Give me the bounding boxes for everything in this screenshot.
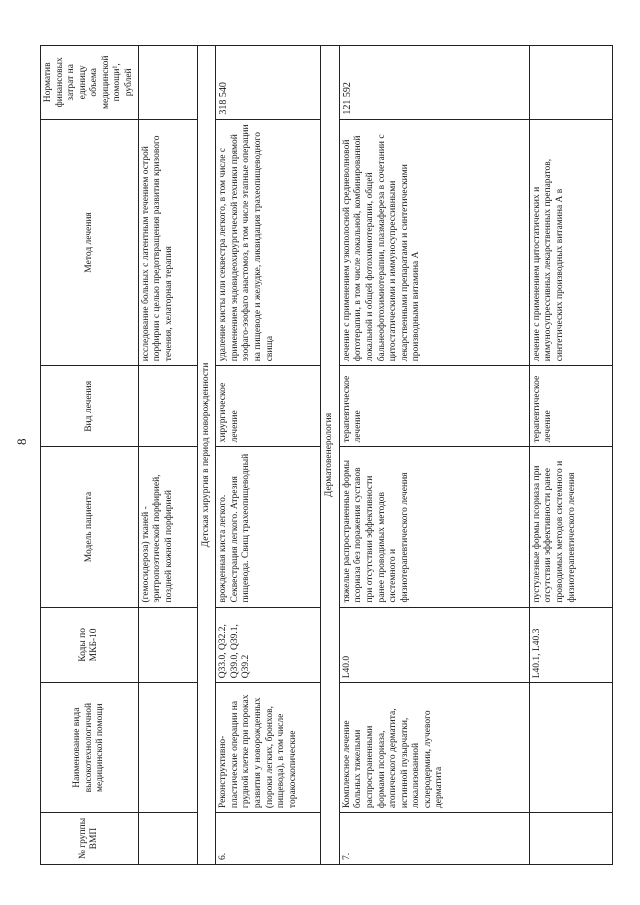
- cell-codes: L40.1, L40.3: [529, 607, 612, 683]
- cell-method: лечение с применением узкополосной средневолновой фототерапии, в том числе локальной, комбинированной локальной и общей фотохимиотерапии, общей бальнеофотохимиотерапии, плазмафереза в сочетании с цитостатическими и иммуносупрессивными лекарственными препаратами и синтетическими производными витамина А: [339, 119, 529, 366]
- cell-model: пустулезные формы псориаза при отсутствии эффективности ранее проводимых методов системного и физиотерапевтического лечения: [529, 447, 612, 607]
- table-header-row: [41, 46, 139, 865]
- table-row: [339, 46, 529, 865]
- cell-kind: терапевтическое лечение: [339, 366, 529, 447]
- cell-method: исследование больных с латентным течением острой порфирии с целью предотвращения развития кризового течения, хелаторная терапия: [138, 119, 197, 366]
- header-icd-codes: Коды по МКБ-10: [41, 607, 139, 683]
- cell-codes: [138, 607, 197, 683]
- cell-norm: 121 592: [339, 46, 529, 120]
- section-title: Дерматовенерология: [321, 46, 340, 865]
- cell-name: [138, 683, 197, 813]
- cell-norm: 318 540: [216, 46, 321, 120]
- header-treatment-kind: Вид лечения: [41, 366, 139, 447]
- header-group-number: № группы ВМП: [41, 813, 139, 865]
- cell-kind: [138, 366, 197, 447]
- header-care-type: Наименование вида высокотехнологичной медицинской помощи: [41, 683, 139, 813]
- cell-name: Реконструктивно-пластические операции на грудной клетке при пороках развития у новорожденных (пороки легких, бронхов, пищевода), в том числе торакоскопические: [216, 683, 321, 813]
- header-treatment-method: Метод лечения: [41, 119, 139, 366]
- cell-model: (гемосидероза) тканей - эритропоэтической порфирией, поздней кожной порфирией: [138, 447, 197, 607]
- cell-num: 7.: [339, 813, 529, 865]
- cell-model: врожденная киста легкого. Секвестрация легкого. Атрезия пищевода. Свищ трахеопищеводный: [216, 447, 321, 607]
- cell-num: [529, 813, 612, 865]
- header-patient-model: Модель пациента: [41, 447, 139, 607]
- table-row: [529, 46, 612, 865]
- table-row: [138, 46, 197, 865]
- cell-codes: Q33.0, Q32.2, Q39.0, Q39.1, Q39.2: [216, 607, 321, 683]
- section-row-pediatric-surgery: [197, 46, 216, 865]
- table-row: [216, 46, 321, 865]
- cell-codes: L40.0: [339, 607, 529, 683]
- cell-name: [529, 683, 612, 813]
- cell-num: [138, 813, 197, 865]
- section-title: Детская хирургия в период новорожденности: [197, 46, 216, 865]
- vmp-table: [40, 45, 613, 865]
- cell-num: 6.: [216, 813, 321, 865]
- section-row-dermatovenereology: [321, 46, 340, 865]
- page-number: 8: [14, 438, 29, 445]
- cell-kind: терапевтическое лечение: [529, 366, 612, 447]
- cell-method: удаление кисты или секвестра легкого, в том числе с применением эндовидеохирургической техники прямой эзофаго-эзофаго анастомоз, в том числе этапные операции на пищеводе и желудке, ликвидация трахеопищеводного свища: [216, 119, 321, 366]
- cell-norm: [138, 46, 197, 120]
- cell-method: лечение с применением цитостатических и иммуносупрессивных лекарственных препаратов, синтетических производных витамина А в: [529, 119, 612, 366]
- header-cost-norm: Норматив финансовых затрат на единицу объема медицинской помощи¹, рублей: [41, 46, 139, 120]
- rotated-landscape-page: [40, 45, 600, 865]
- cell-kind: хирургическое лечение: [216, 366, 321, 447]
- cell-model: тяжелые распространенные формы псориаза без поражения суставов при отсутствии эффективности ранее проводимых методов системного и физиотерапевтического лечения: [339, 447, 529, 607]
- cell-name: Комплексное лечение больных тяжелыми распространенными формами псориаза, атопического дерматита, истинной пузырчатки, локализованной склеродермии, лучевого дерматита: [339, 683, 529, 813]
- cell-norm: [529, 46, 612, 120]
